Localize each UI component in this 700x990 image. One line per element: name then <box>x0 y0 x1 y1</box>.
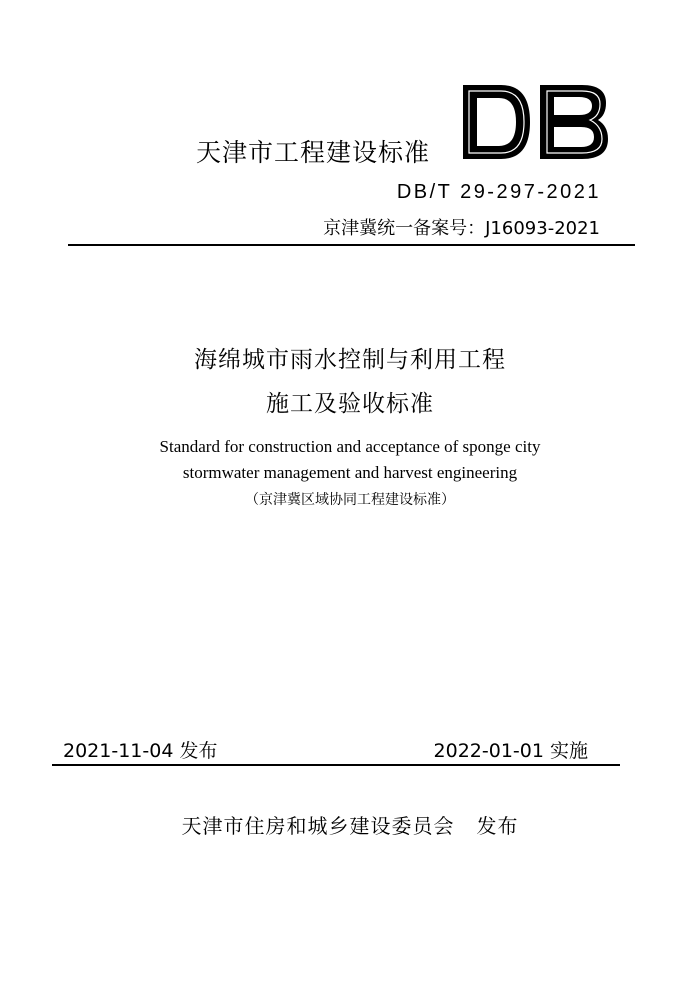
issue-date: 2021-11-04 发布 <box>63 740 218 762</box>
title-en-line1: Standard for construction and acceptance of sponge city <box>159 437 541 456</box>
title-block <box>0 338 700 510</box>
publisher-name: 天津市住房和城乡建设委员会 <box>181 814 455 838</box>
effective-date: 2022-01-01 实施 <box>433 740 588 762</box>
logo-letter-d <box>463 85 530 159</box>
standard-number: DB/T 29-297-2021 <box>396 181 601 203</box>
publisher-line <box>0 810 700 839</box>
title-cn-line2: 施工及验收标准 <box>266 391 434 417</box>
title-cn-line1: 海绵城市雨水控制与利用工程 <box>194 347 506 373</box>
top-divider <box>68 244 635 246</box>
db-logo <box>458 82 610 162</box>
title-note: （京津冀区域协同工程建设标准） <box>245 492 455 508</box>
header-title: 天津市工程建设标准 <box>196 138 431 167</box>
record-number: 京津冀统一备案号：J16093-2021 <box>323 218 600 239</box>
title-en-line2: stormwater management and harvest engineering <box>182 463 518 482</box>
publisher-action: 发布 <box>476 814 519 838</box>
bottom-divider <box>52 764 620 766</box>
